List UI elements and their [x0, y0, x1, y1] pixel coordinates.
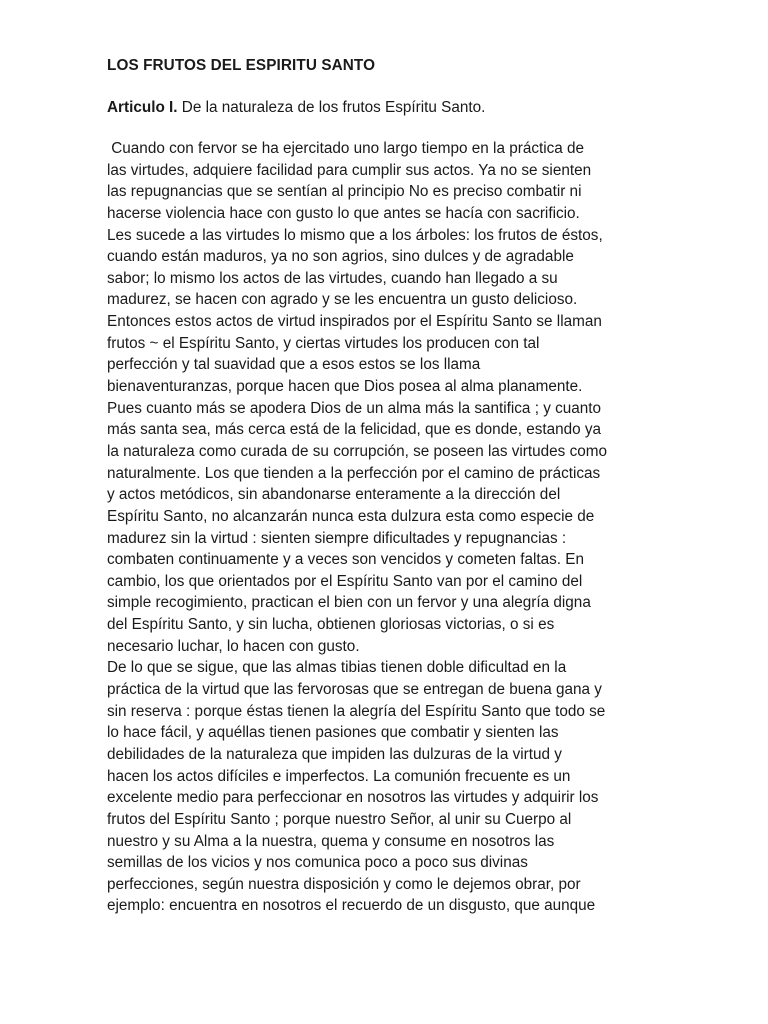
text-line: semillas de los vicios y nos comunica poco a poco sus divinas [107, 854, 528, 872]
text-line: la naturaleza como curada de su corrupción, se poseen las virtudes como [107, 442, 607, 460]
text-line: cuando están maduros, ya no son agrios, sino dulces y de agradable [107, 248, 574, 266]
text-line: debilidades de la naturaleza que impiden las dulzuras de la virtud y [107, 745, 562, 763]
text-line: perfección y tal suavidad que a esos estos se los llama [107, 356, 481, 374]
text-line: práctica de la virtud que las fervorosas que se entregan de buena gana y [107, 681, 602, 699]
text-line: sabor; lo mismo los actos de las virtudes, cuando han llegado a su [107, 269, 558, 287]
text-line: cambio, los que orientados por el Espíritu Santo van por el camino del [107, 572, 583, 590]
text-line: De lo que se sigue, que las almas tibias tienen doble dificultad en la [107, 659, 567, 677]
text-line: Les sucede a las virtudes lo mismo que a los árboles: los frutos de éstos, [107, 226, 603, 244]
text-line: bienaventuranzas, porque hacen que Dios posea al alma planamente. [107, 378, 583, 396]
paragraph-2 [107, 657, 665, 917]
text-line: madurez sin la virtud : sienten siempre dificultades y repugnancias : [107, 529, 567, 547]
text-line: Entonces estos actos de virtud inspirados por el Espíritu Santo se llaman [107, 313, 602, 331]
article-heading [107, 98, 665, 118]
text-line: lo hace fácil, y aquéllas tienen pasiones que combatir y sienten las [107, 724, 559, 742]
text-line: Cuando con fervor se ha ejercitado uno largo tiempo en la práctica de [107, 140, 585, 157]
text-line: ejemplo: encuentra en nosotros el recuerdo de un disgusto, que aunque [107, 897, 596, 915]
text-line: frutos ~ el Espíritu Santo, y ciertas virtudes los producen con tal [107, 334, 540, 352]
text-line: hacen los actos difíciles e imperfectos. La comunión frecuente es un [107, 767, 571, 785]
body-text [107, 138, 665, 917]
text-line: Espíritu Santo, no alcanzarán nunca esta dulzura esta como especie de [107, 507, 595, 525]
text-line: Pues cuanto más se apodera Dios de un alma más la santifica ; y cuanto [107, 399, 602, 417]
text-line: combaten continuamente y a veces son vencidos y cometen faltas. En [107, 551, 585, 569]
text-line: madurez, se hacen con agrado y se les encuentra un gusto delicioso. [107, 291, 578, 309]
text-line: las repugnancias que se sentían al principio No es preciso combatir ni [107, 183, 582, 201]
paragraph-1 [107, 138, 665, 657]
text-line: perfecciones, según nuestra disposición y como le dejemos obrar, por [107, 875, 581, 893]
text-line: hacerse violencia hace con gusto lo que antes se hacía con sacrificio. [107, 204, 580, 222]
text-line: simple recogimiento, practican el bien con un fervor y una alegría digna [107, 594, 591, 612]
article-subtitle: De la naturaleza de los frutos Espíritu Santo. [177, 99, 486, 116]
text-line: naturalmente. Los que tienden a la perfección por el camino de prácticas [107, 464, 601, 482]
article-label: Articulo I. [107, 99, 178, 116]
text-line: sin reserva : porque éstas tienen la alegría del Espíritu Santo que todo se [107, 702, 606, 720]
text-line: nuestro y su Alma a la nuestra, quema y consume en nosotros las [107, 832, 555, 850]
text-line: frutos del Espíritu Santo ; porque nuestro Señor, al unir su Cuerpo al [107, 810, 572, 828]
text-line: necesario luchar, lo hacen con gusto. [107, 637, 360, 655]
text-line: más santa sea, más cerca está de la felicidad, que es donde, estando ya [107, 421, 602, 439]
document-title: LOS FRUTOS DEL ESPIRITU SANTO [107, 57, 376, 74]
text-line: del Espíritu Santo, y sin lucha, obtienen gloriosas victorias, o si es [107, 616, 555, 634]
text-line: las virtudes, adquiere facilidad para cumplir sus actos. Ya no se sienten [107, 161, 592, 179]
text-line: excelente medio para perfeccionar en nosotros las virtudes y adquirir los [107, 789, 599, 807]
text-line: y actos metódicos, sin abandonarse enteramente a la dirección del [107, 486, 561, 504]
document-page [107, 56, 665, 917]
